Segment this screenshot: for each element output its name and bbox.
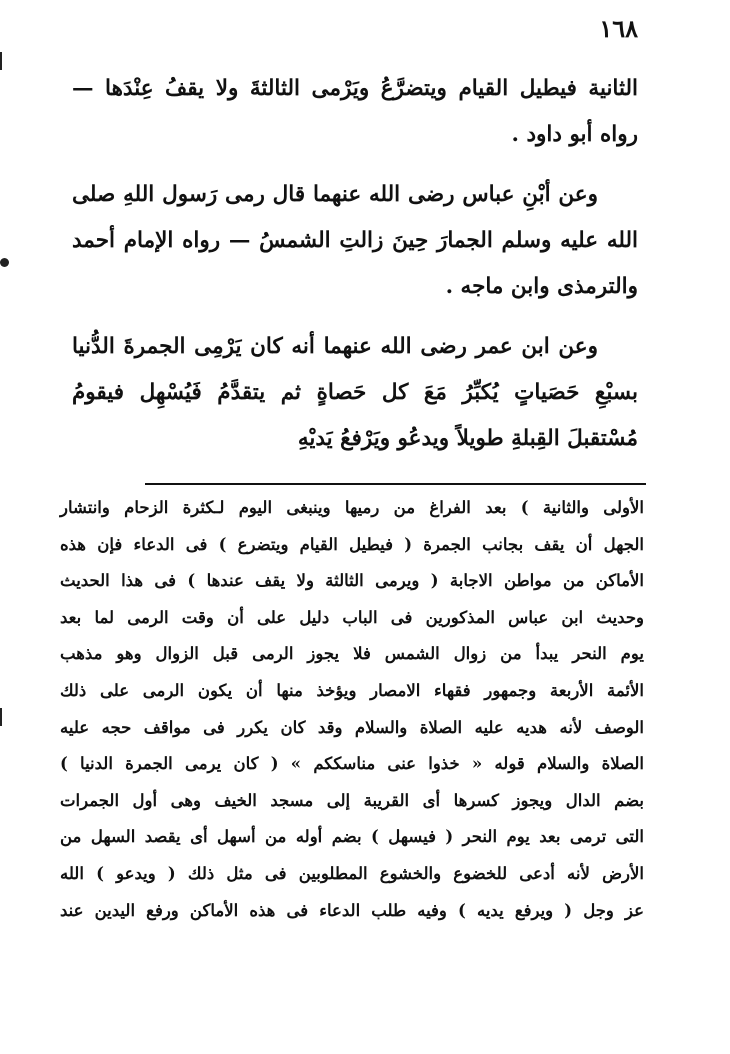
footnote-line: وحديث ابن عباس المذكورين فى الباب دليل على أن وقت الرمى لما بعد <box>60 607 644 627</box>
footnote-line: التى ترمى بعد يوم النحر ( فيسهل ) بضم أوله من أسهل أى يقصد السهل من <box>60 827 644 847</box>
footnote-line: بضم الدال ويجوز كسرها أى القريبة إلى مسجد الخيف وهى أول الجمرات <box>60 790 644 810</box>
footnote-line: عز وجل ( ويرفع يديه ) وفيه طلب الدعاء فى هذه الأماكن ورفع اليدين عند <box>60 900 644 920</box>
main-text <box>72 66 638 476</box>
main-paragraph-ibn-umar: وعن ابن عمر رضى الله عنهما أنه كان يَرْمِى الجمرةَ الدُّنيا بسبْعِ حَصَياتٍ يُكبِّرُ مَعَ كل حَصاةٍ ثم يتقدَّمُ فَيُسْهِل فيقومُ مُسْتقبلَ القِبلةِ طويلاً ويدعُو ويَرْفعُ يَديْهِ <box>72 334 638 451</box>
footnote-line: الأئمة الأربعة وجمهور فقهاء الامصار ويؤخذ منها أن يكون الرمى على ذلك <box>60 680 644 700</box>
scan-edge-mark <box>0 708 2 726</box>
scan-edge-dot <box>0 258 9 267</box>
main-paragraph-continuation: الثانية فيطيل القيام ويتضرَّعُ ويَرْمى الثالثةَ ولا يقفُ عِنْدَها — رواه أبو داود . <box>72 76 638 147</box>
scan-edge-mark <box>0 52 2 70</box>
page-number: ١٦٨ <box>599 14 638 43</box>
main-paragraph-ibn-abbas: وعن أبْنِ عباس رضى الله عنهما قال رمى رَسول اللهِ صلى الله عليه وسلم الجمارَ حِينَ زالتِ الشمسُ — رواه الإمام أحمد والترمذى وابن ماجه . <box>72 182 638 299</box>
footnote-line: الجهل أن يقف بجانب الجمرة ( فيطيل القيام ويتضرع ) فى الدعاء فإن هذه <box>60 534 644 554</box>
footnote-line: الأولى والثانية ) بعد الفراغ من رميها وينبغى اليوم لـكثرة الزحام وانتشار <box>60 498 644 517</box>
footnote-line: الأماكن من مواطن الاجابة ( ويرمى الثالثة ولا يقف عندها ) فى هذا الحديث <box>60 571 644 591</box>
footnote-line: الصلاة والسلام قوله « خذوا عنى مناسككم » ( كان يرمى الجمرة الدنيا ) <box>60 754 644 774</box>
footnote-line: الأرض لأنه أدعى للخضوع والخشوع المطلوبين فى مثل ذلك ( ويدعو ) الله <box>60 863 644 883</box>
footnote-line: الوصف لأنه هديه عليه الصلاة والسلام وقد كان يكرر فى مواقف حجه عليه <box>60 717 644 737</box>
footnote-separator <box>145 483 646 485</box>
footnote-line: يوم النحر يبدأ من زوال الشمس فلا يجوز الرمى قبل الزوال وهو مذهب <box>60 644 644 664</box>
footnotes <box>60 490 644 929</box>
